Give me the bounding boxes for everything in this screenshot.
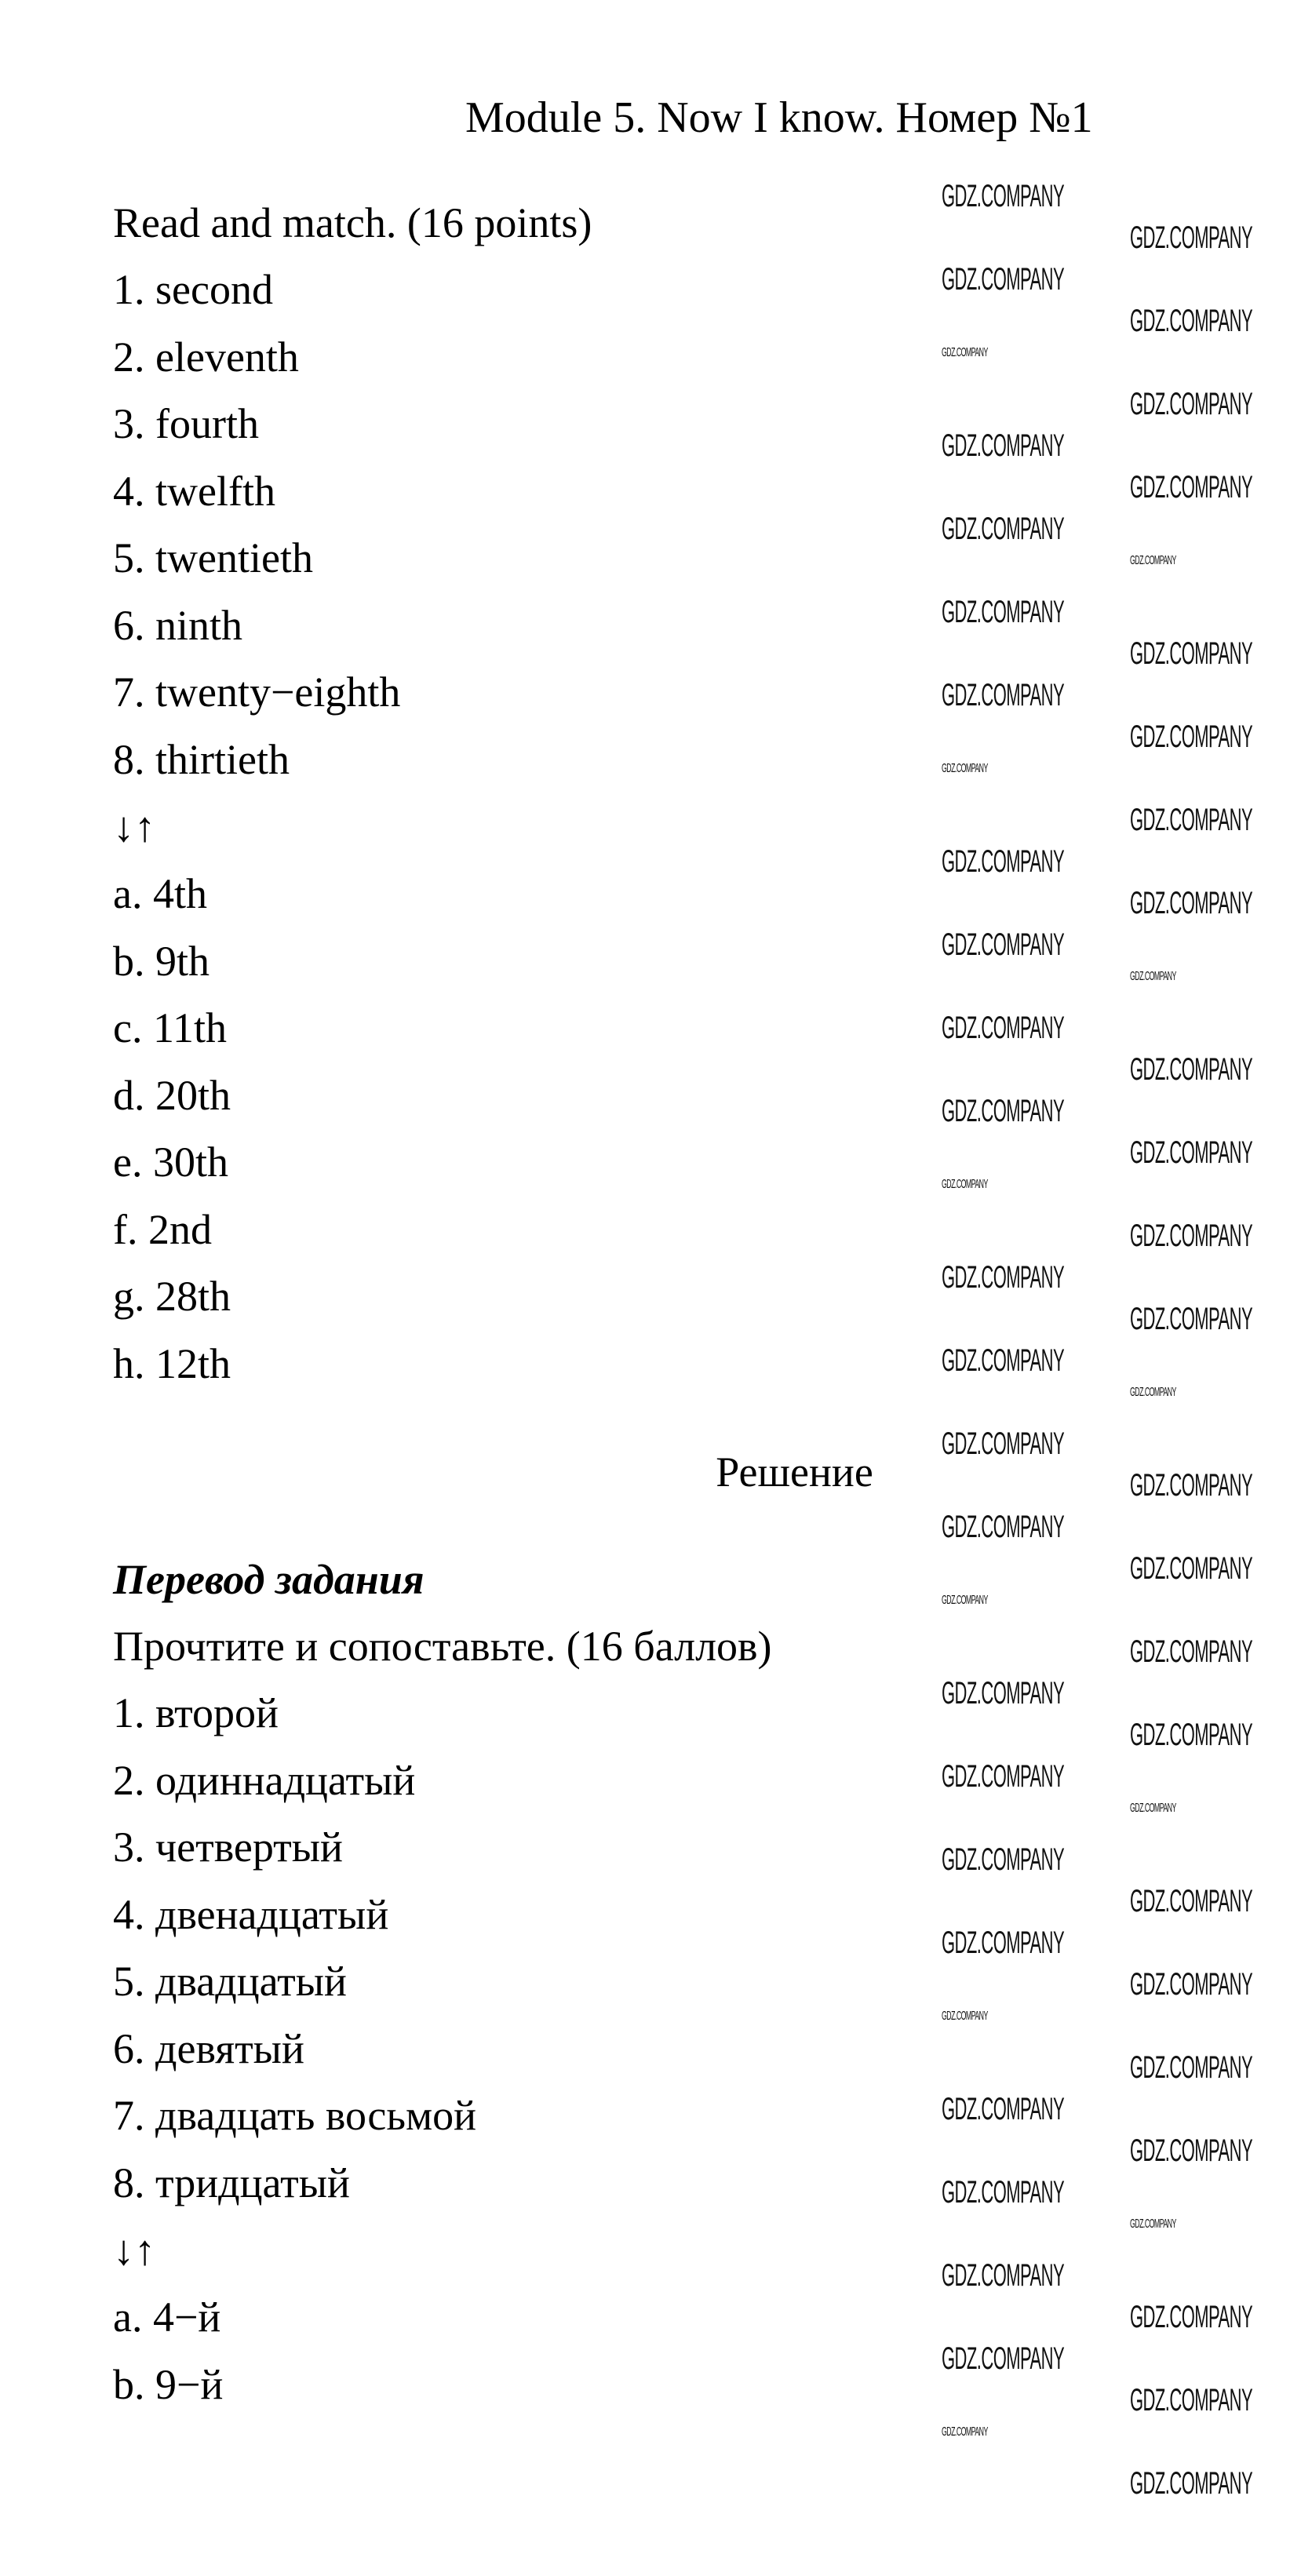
watermark: GDZ.COMPANY — [942, 428, 1065, 463]
task-instruction: Read and match. (16 points) — [113, 199, 592, 246]
translation-item: 6. девятый — [113, 2024, 304, 2072]
watermark: GDZ.COMPANY — [942, 1426, 1065, 1461]
translation-arrows: ↓↑ — [113, 2227, 155, 2274]
watermark: GDZ.COMPANY — [1130, 1386, 1176, 1399]
watermark: GDZ.COMPANY — [1130, 720, 1253, 754]
page-title: Module 5. Now I know. Номер №1 — [465, 93, 1093, 142]
watermark: GDZ.COMPANY — [942, 1676, 1065, 1711]
watermark: GDZ.COMPANY — [1130, 2300, 1253, 2334]
watermark: GDZ.COMPANY — [942, 1510, 1065, 1544]
watermark: GDZ.COMPANY — [942, 2092, 1065, 2126]
watermark: GDZ.COMPANY — [942, 262, 1065, 297]
translation-item: 1. второй — [113, 1689, 279, 1736]
watermark: GDZ.COMPANY — [942, 1926, 1065, 1960]
watermark: GDZ.COMPANY — [942, 1011, 1065, 1045]
watermark: GDZ.COMPANY — [1130, 803, 1253, 837]
match-item: 8. thirtieth — [113, 735, 290, 783]
translation-item: 3. четвертый — [113, 1824, 343, 1871]
watermark: GDZ.COMPANY — [1130, 886, 1253, 920]
watermark: GDZ.COMPANY — [1130, 1052, 1253, 1087]
match-answer: h. 12th — [113, 1339, 231, 1387]
watermark: GDZ.COMPANY — [1130, 2050, 1253, 2085]
watermark: GDZ.COMPANY — [1130, 1551, 1253, 1586]
watermark: GDZ.COMPANY — [1130, 387, 1253, 421]
match-item: 3. fourth — [113, 400, 259, 447]
translation-instruction: Прочтите и сопоставьте. (16 баллов) — [113, 1623, 772, 1670]
translation-item: 5. двадцатый — [113, 1958, 347, 2005]
watermark: GDZ.COMPANY — [942, 1094, 1065, 1128]
watermark: GDZ.COMPANY — [1130, 1634, 1253, 1669]
watermark: GDZ.COMPANY — [942, 1343, 1065, 1378]
match-item: 6. ninth — [113, 601, 243, 649]
match-answer: d. 20th — [113, 1071, 231, 1119]
watermark: GDZ.COMPANY — [1130, 1468, 1253, 1503]
watermark: GDZ.COMPANY — [1130, 1135, 1253, 1170]
match-item: 4. twelfth — [113, 467, 275, 515]
watermark: GDZ.COMPANY — [942, 512, 1065, 546]
watermark: GDZ.COMPANY — [942, 2175, 1065, 2210]
watermark: GDZ.COMPANY — [942, 2341, 1065, 2376]
watermark: GDZ.COMPANY — [1130, 2217, 1176, 2231]
watermark: GDZ.COMPANY — [1130, 1718, 1253, 1752]
watermark: GDZ.COMPANY — [1130, 470, 1253, 505]
watermark: GDZ.COMPANY — [942, 2425, 988, 2439]
watermark: GDZ.COMPANY — [942, 1594, 988, 1607]
watermark: GDZ.COMPANY — [942, 2258, 1065, 2293]
watermark: GDZ.COMPANY — [942, 844, 1065, 879]
watermark: GDZ.COMPANY — [942, 595, 1065, 629]
watermark: GDZ.COMPANY — [942, 1178, 988, 1191]
watermark: GDZ.COMPANY — [942, 927, 1065, 962]
watermark: GDZ.COMPANY — [1130, 970, 1176, 983]
watermark: GDZ.COMPANY — [942, 678, 1065, 712]
match-answer: b. 9th — [113, 937, 210, 985]
translation-answer: b. 9−й — [113, 2360, 224, 2408]
watermark: GDZ.COMPANY — [942, 179, 1065, 213]
arrows: ↓↑ — [113, 803, 155, 851]
watermark: GDZ.COMPANY — [942, 1260, 1065, 1295]
watermark: GDZ.COMPANY — [1130, 304, 1253, 338]
watermark: GDZ.COMPANY — [942, 2009, 988, 2023]
watermark: GDZ.COMPANY — [1130, 1302, 1253, 1336]
watermark: GDZ.COMPANY — [1130, 554, 1176, 567]
match-answer: e. 30th — [113, 1139, 228, 1186]
watermark: GDZ.COMPANY — [1130, 220, 1253, 255]
watermark: GDZ.COMPANY — [942, 1759, 1065, 1794]
watermark: GDZ.COMPANY — [1130, 1884, 1253, 1918]
match-answer: g. 28th — [113, 1273, 231, 1320]
match-item: 1. second — [113, 266, 273, 313]
watermark: GDZ.COMPANY — [1130, 1802, 1176, 1815]
watermark: GDZ.COMPANY — [1130, 1967, 1253, 2002]
match-item: 7. twenty−eighth — [113, 669, 401, 716]
match-answer: c. 11th — [113, 1004, 227, 1051]
watermark: GDZ.COMPANY — [1130, 2466, 1253, 2501]
watermark: GDZ.COMPANY — [1130, 636, 1253, 671]
translation-item: 2. одиннадцатый — [113, 1756, 416, 1804]
match-answer: f. 2nd — [113, 1205, 212, 1253]
watermark: GDZ.COMPANY — [942, 1842, 1065, 1877]
watermark: GDZ.COMPANY — [1130, 1219, 1253, 1253]
match-item: 5. twentieth — [113, 534, 313, 581]
translation-answer: a. 4−й — [113, 2294, 221, 2341]
translation-item: 7. двадцать восьмой — [113, 2092, 477, 2139]
watermark: GDZ.COMPANY — [942, 762, 988, 775]
watermark: GDZ.COMPANY — [942, 346, 988, 359]
translation-heading: Перевод задания — [113, 1556, 425, 1603]
watermark: GDZ.COMPANY — [1130, 2383, 1253, 2418]
solution-label: Решение — [716, 1448, 873, 1496]
translation-item: 4. двенадцатый — [113, 1890, 389, 1938]
match-answer: a. 4th — [113, 870, 207, 917]
watermark: GDZ.COMPANY — [1130, 2133, 1253, 2168]
translation-item: 8. тридцатый — [113, 2159, 350, 2206]
match-item: 2. eleventh — [113, 333, 299, 381]
